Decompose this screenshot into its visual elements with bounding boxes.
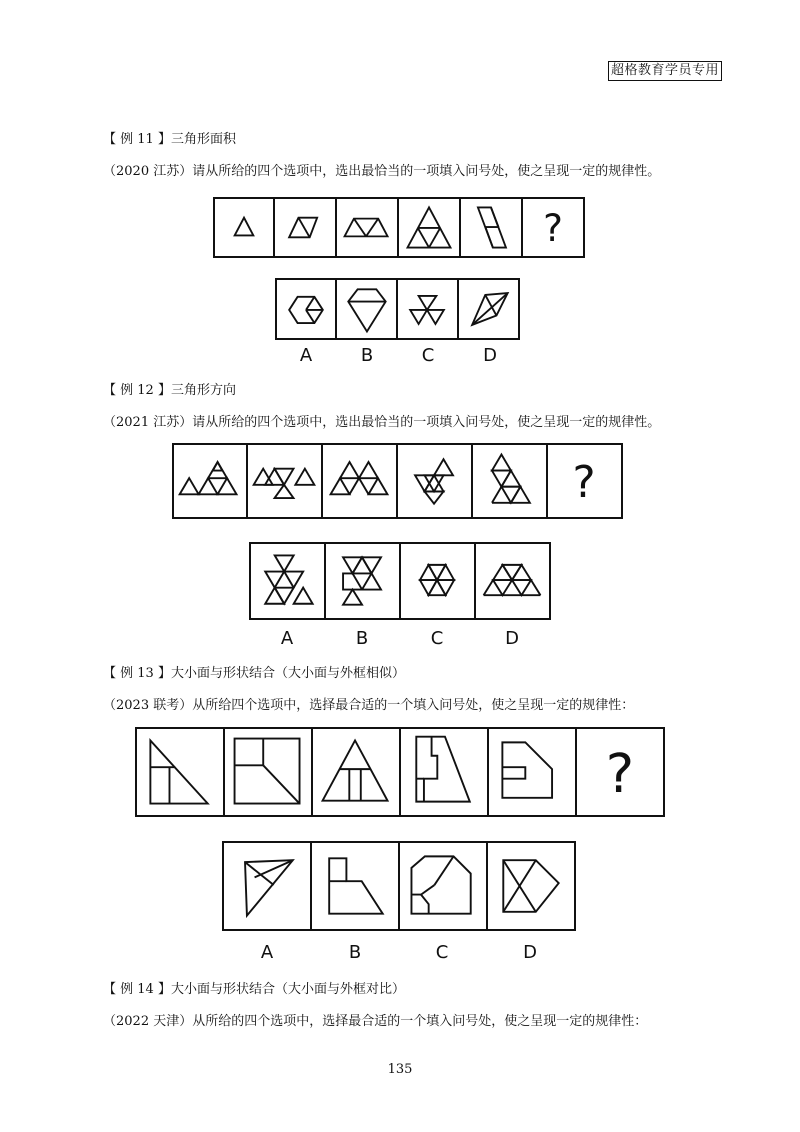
ex11-figure-3 <box>335 197 399 258</box>
ex11-label-d: D <box>483 345 497 366</box>
ex11-option-b[interactable] <box>335 278 398 340</box>
ex12-figure-4 <box>396 443 473 519</box>
example-12-question-strip <box>172 443 623 519</box>
example-13-question: （2023 联考）从所给四个选项中，选择最合适的一个填入问号处，使之呈现一定的规律性： <box>103 698 635 713</box>
ex11-option-a[interactable] <box>275 278 337 340</box>
ex13-figure-4 <box>399 727 489 817</box>
ex13-figure-2 <box>223 727 313 817</box>
ex13-label-b: B <box>348 942 362 963</box>
ex12-figure-1 <box>172 443 248 519</box>
ex12-figure-3 <box>321 443 398 519</box>
question-mark: ? <box>605 742 635 806</box>
ex12-label-c: C <box>430 628 444 649</box>
example-14-question: （2022 天津）从所给的四个选项中，选择最合适的一个填入问号处，使之呈现一定的规律性： <box>103 1014 648 1029</box>
ex12-label-d: D <box>505 628 519 649</box>
ex12-figure-5 <box>471 443 548 519</box>
ex11-option-d[interactable] <box>457 278 520 340</box>
example-12-option-strip <box>249 542 551 620</box>
ex11-label-a: A <box>299 345 313 366</box>
ex11-figure-4 <box>397 197 461 258</box>
header-tag: 超格教育学员专用 <box>608 61 722 81</box>
ex12-option-b[interactable] <box>324 542 401 620</box>
ex13-option-d[interactable] <box>486 841 576 931</box>
ex13-figure-3 <box>311 727 401 817</box>
example-13-question-strip <box>135 727 665 817</box>
example-11-option-strip <box>275 278 520 340</box>
ex13-option-c[interactable] <box>398 841 488 931</box>
example-11-question: （2020 江苏）请从所给的四个选项中，选出最恰当的一项填入问号处，使之呈现一定的规律性。 <box>103 164 661 179</box>
ex13-label-c: C <box>435 942 449 963</box>
ex12-figure-2 <box>246 443 323 519</box>
ex12-option-a[interactable] <box>249 542 326 620</box>
ex12-label-a: A <box>280 628 294 649</box>
ex13-figure-5 <box>487 727 577 817</box>
example-13-option-strip <box>222 841 576 931</box>
ex11-label-b: B <box>360 345 374 366</box>
example-11-title: 【 例 11 】三角形面积 <box>103 132 236 147</box>
ex12-option-c[interactable] <box>399 542 476 620</box>
page-number: 135 <box>387 1062 413 1077</box>
ex13-question-cell <box>575 727 665 817</box>
ex11-label-c: C <box>421 345 435 366</box>
ex11-figure-5 <box>459 197 523 258</box>
ex12-option-d[interactable] <box>474 542 551 620</box>
ex11-figure-1 <box>213 197 275 258</box>
ex13-label-d: D <box>523 942 537 963</box>
ex11-option-c[interactable] <box>396 278 459 340</box>
ex12-label-b: B <box>355 628 369 649</box>
ex13-label-a: A <box>260 942 274 963</box>
example-11-question-strip <box>213 197 585 258</box>
ex12-question-cell <box>546 443 623 519</box>
ex13-option-b[interactable] <box>310 841 400 931</box>
ex13-option-a[interactable] <box>222 841 312 931</box>
example-13-title: 【 例 13 】大小面与形状结合（大小面与外框相似） <box>103 666 405 681</box>
ex11-figure-2 <box>273 197 337 258</box>
question-mark: ? <box>543 206 563 251</box>
question-mark: ? <box>572 458 596 509</box>
ex13-figure-1 <box>135 727 225 817</box>
example-14-title: 【 例 14 】大小面与形状结合（大小面与外框对比） <box>103 982 405 997</box>
ex11-question-cell <box>521 197 585 258</box>
example-12-question: （2021 江苏）请从所给的四个选项中，选出最恰当的一项填入问号处，使之呈现一定的规律性。 <box>103 415 661 430</box>
example-12-title: 【 例 12 】三角形方向 <box>103 383 236 398</box>
